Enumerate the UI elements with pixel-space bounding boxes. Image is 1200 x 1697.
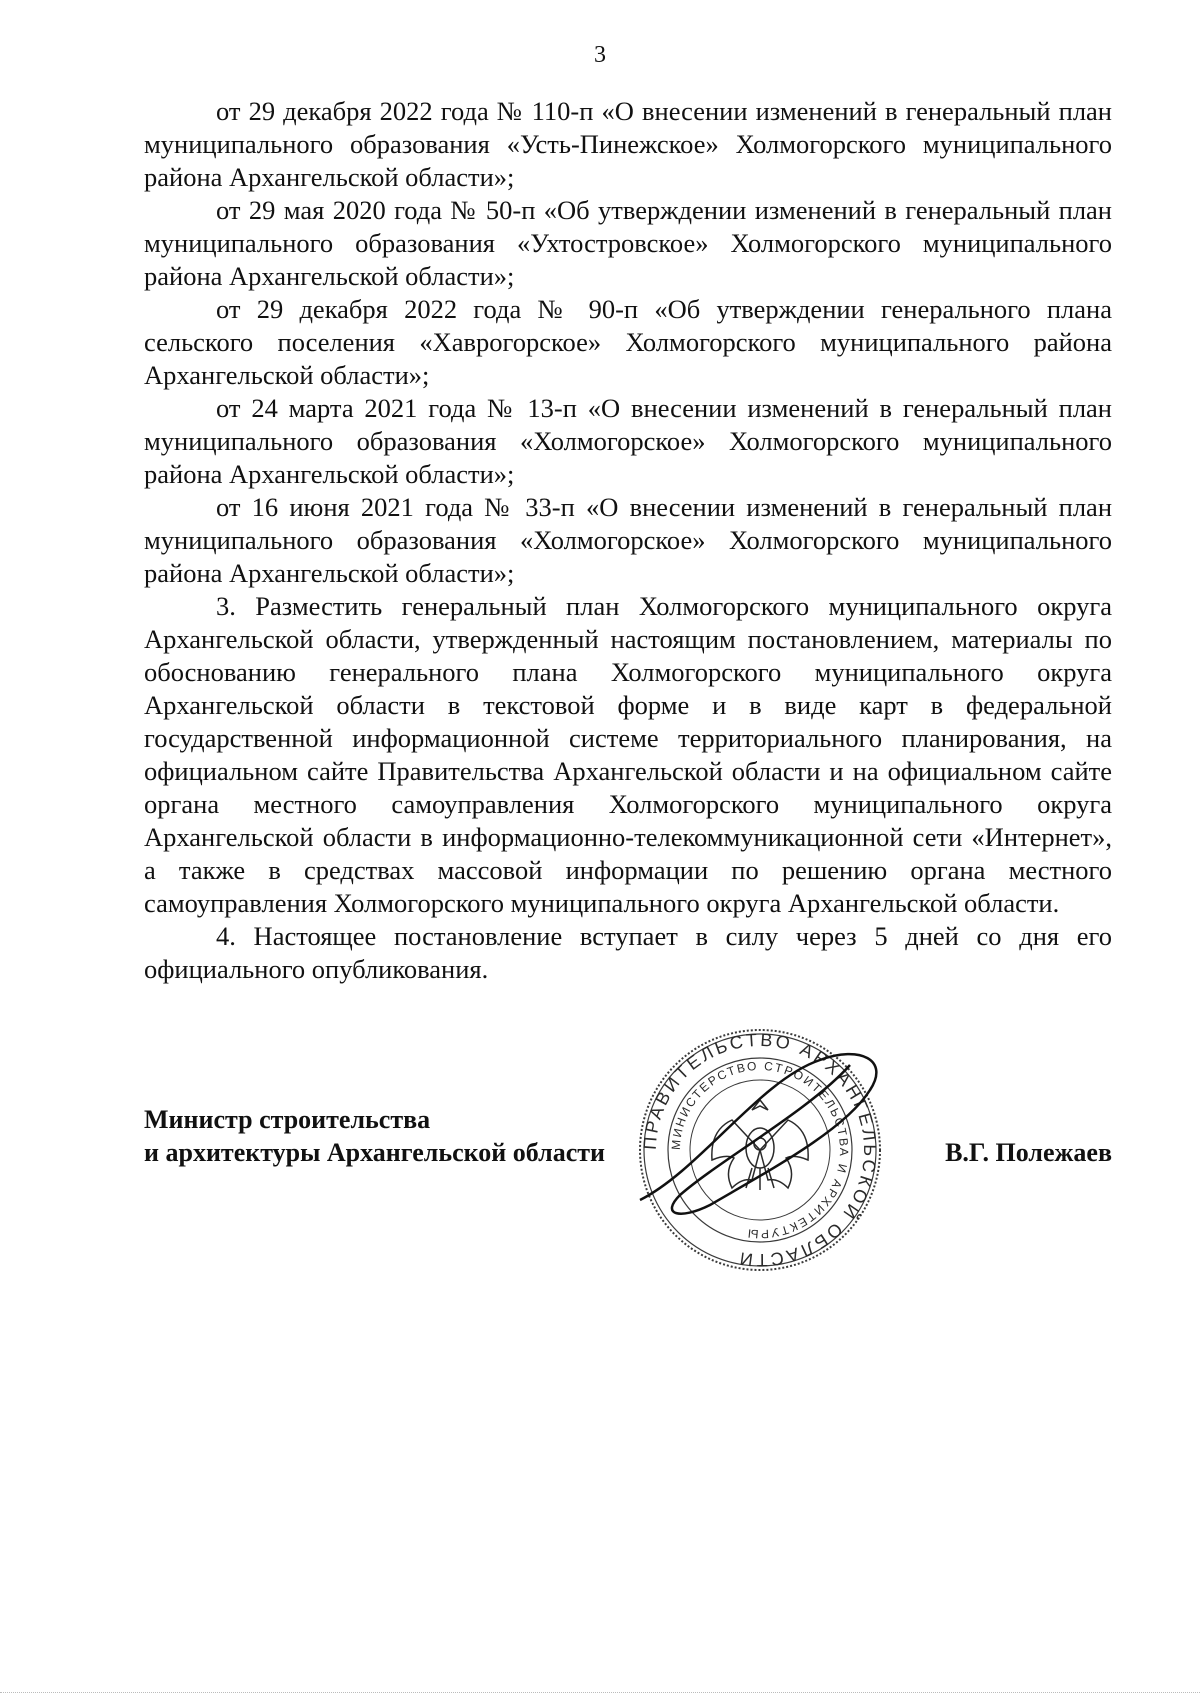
paragraph-decree-90p: от 29 декабря 2022 года № 90-п «Об утверждении генерального плана сельского поселения «Хаврогорское» Холмогорского муниципального района Архангельской области»;: [144, 294, 1112, 390]
signer-position: [144, 1103, 744, 1169]
paragraph-decree-110p: от 29 декабря 2022 года № 110-п «О внесении изменений в генеральный план муниципального образования «Усть-Пинежское» Холмогорского муниципального района Архангельской области»;: [144, 96, 1112, 192]
paragraph-clause-3: 3. Разместить генеральный план Холмогорского муниципального округа Архангельской области, утвержденный настоящим постановлением, материалы по обоснованию генерального плана Холмогорского муниципального округа Архангельской области в текстовой форме и в виде карт в федеральной государственной информационной системе территориального планирования, на официальном сайте Правительства Архангельской области и на официальном сайте органа местного самоуправления Холмогорского муниципального округа Архангельской области в информационно-телекоммуникационной сети «Интернет», а также в средствах массовой информации по решению органа местного самоуправления Холмогорского муниципального округа Архангельской области.: [144, 591, 1112, 918]
seal-inner-text: МИНИСТЕРСТВО СТРОИТЕЛЬСТВА И АРХИТЕКТУРЫ: [668, 1058, 852, 1242]
paragraph-decree-13p: от 24 марта 2021 года № 13-п «О внесении изменений в генеральный план муниципального образования «Холмогорское» Холмогорского муниципального района Архангельской области»;: [144, 393, 1112, 489]
signer-position-line2: и архитектуры Архангельской области: [144, 1138, 606, 1167]
scan-edge-line: [0, 1692, 1200, 1694]
paragraph-clause-4: 4. Настоящее постановление вступает в силу через 5 дней со дня его официального опубликования.: [144, 921, 1112, 984]
document-body: [144, 95, 1112, 986]
signer-name: В.Г. Полежаев: [945, 1138, 1112, 1167]
paragraph-decree-33p: от 16 июня 2021 года № 33-п «О внесении изменений в генеральный план муниципального образования «Холмогорское» Холмогорского муниципального района Архангельской области»;: [144, 492, 1112, 588]
seal-outer-text: ПРАВИТЕЛЬСТВО АРХАНГЕЛЬСКОЙ ОБЛАСТИ: [639, 1029, 881, 1271]
paragraph-decree-50p: от 29 мая 2020 года № 50-п «Об утверждении изменений в генеральный план муниципального образования «Ухтостровское» Холмогорского муниципального района Архангельской области»;: [144, 195, 1112, 291]
signer-position-line1: Министр строительства: [144, 1105, 431, 1134]
signature-block: [144, 1103, 1112, 1183]
page-number: 3: [594, 42, 606, 68]
